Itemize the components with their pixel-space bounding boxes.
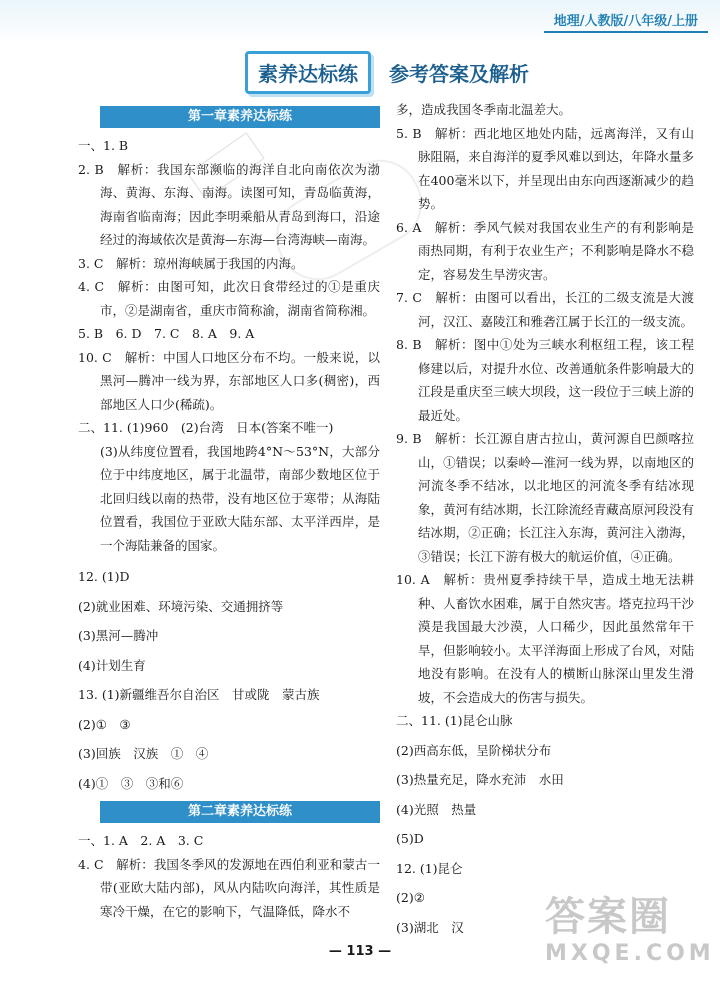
- ch2-answer-11-3: (3)热量充足，降水充沛 水田: [396, 772, 564, 787]
- right-column: [396, 98, 694, 945]
- title-boxed: 素养达标练: [245, 51, 371, 94]
- ch2-answer-12-2: (2)②: [396, 890, 425, 905]
- ch2-answer-11: 二、11. (1)昆仑山脉: [396, 713, 513, 728]
- ch2-answer-7: 7. C 解析：由图可以看出，长江的二级支流是大渡河，汉江、嘉陵江和雅砻江属于长江的一级支流。: [396, 290, 694, 329]
- ch2-answer-12: 12. (1)昆仑: [396, 860, 463, 876]
- watermark-small: MXQE.COM: [545, 941, 715, 966]
- ch2-answer-1-3: 一、1. A 2. A 3. C: [78, 833, 204, 848]
- answer-1: 一、1. B: [78, 138, 129, 153]
- answer-13-2: (2)① ③: [78, 716, 131, 732]
- ch2-answer-6: 6. A 解析：季风气候对我国农业生产的有利影响是雨热同期，有利于农业生产；不利影响是降水不稳定，容易发生旱涝灾害。: [396, 219, 694, 282]
- ch2-answer-11-5: (5)D: [396, 831, 424, 846]
- ch2-answer-9: 9. B 解析：长江源自唐古拉山，黄河源自巴颜喀拉山，①错误；以秦岭—淮河一线为界，以南地区的河流冬季不结冰，以北地区的河流冬季有结冰现象，黄河有结冰期，长江除流经青藏高原河段没有结冰期，②正确；长江注入东海，黄河注入渤海，③错误；长江下游有极大的航运价值，④正确。: [396, 431, 694, 564]
- ch2-answer-4-cont: 多，造成我国冬季南北温差大。: [396, 102, 572, 117]
- ch2-answer-8: 8. B 解析：图中①处为三峡水利枢纽工程，该工程修建以后，对提升水位、改善通航条件影响最大的江段是重庆至三峡大坝段，这一段位于三峡上游的最近处。: [396, 337, 694, 423]
- header-band: [0, 0, 720, 44]
- ch2-answer-11-2: (2)西高东低，呈阶梯状分布: [396, 742, 552, 758]
- answer-11-3: (3)从纬度位置看，我国地跨4°N～53°N，大部分位于中纬度地区，属于北温带，南部少数地区位于北回归线以南的热带，没有地区位于寒带；从海陆位置看，我国位于亚欧大陆东部、太平洋西岸，是一个海陆兼备的国家。: [100, 443, 380, 553]
- watermark-big: 答案圈: [545, 894, 671, 940]
- answer-5-9: 5. B 6. D 7. C 8. A 9. A: [78, 326, 255, 341]
- answer-10: 10. C 解析：中国人口地区分布不均。一般来说，以黑河—腾冲一线为界，东部地区人口多(稠密)，西部地区人口少(稀疏)。: [78, 349, 380, 412]
- ch2-answer-4: 4. C 解析：我国冬季风的发源地在西伯利亚和蒙古一带(亚欧大陆内部)，风从内陆吹向海洋，其性质是寒冷干燥，在它的影响下，气温降低，降水不: [78, 856, 380, 919]
- page-number: — 113 —: [328, 944, 392, 959]
- answer-4: 4. C 解析：由图可知，此次日食带经过的①是重庆市，②是湖南省，重庆市简称渝，湖南省简称湘。: [78, 279, 380, 318]
- chapter2-bar: 第二章素养达标练: [100, 801, 380, 823]
- ch2-answer-5: 5. B 解析：西北地区地处内陆，远离海洋，又有山脉阻隔，来自海洋的夏季风难以到达，年降水量多在400毫米以下，并呈现出由东向西逐渐减少的趋势。: [396, 125, 694, 211]
- answer-3: 3. C 解析：琼州海峡属于我国的内海。: [78, 255, 304, 271]
- ch2-answer-11-4: (4)光照 热量: [396, 801, 477, 817]
- answer-12-2: (2)就业困难、环境污染、交通拥挤等: [78, 598, 284, 614]
- book-tag: 地理/人教版/八年级/上册: [544, 8, 708, 33]
- ch2-answer-12-3: (3)湖北 汉: [396, 919, 464, 935]
- answer-12: 12. (1)D: [78, 569, 130, 584]
- chapter1-bar: 第一章素养达标练: [100, 106, 380, 128]
- page-title: [245, 52, 529, 92]
- answer-12-4: (4)计划生育: [78, 657, 146, 673]
- answer-2: 2. B 解析：我国东部濒临的海洋自北向南依次为渤海、黄海、东海、南海。读图可知，青岛临黄海，海南省临南海；因此李明乘船从青岛到海口，沿途经过的海域依次是黄海—东海—台湾海峡—南海。: [78, 161, 380, 247]
- answer-13: 13. (1)新疆维吾尔自治区 甘或陇 蒙古族: [78, 687, 320, 702]
- left-column: [78, 100, 380, 923]
- watermark-logo: [545, 893, 715, 983]
- answer-13-4: (4)① ③ ③和⑥: [78, 775, 184, 791]
- answer-13-3: (3)回族 汉族 ① ④: [78, 746, 209, 761]
- title-rest: 参考答案及解析: [389, 61, 529, 86]
- answer-12-3: (3)黑河—腾冲: [78, 628, 159, 643]
- ch2-answer-10: 10. A 解析：贵州夏季持续干旱，造成土地无法耕种、人畜饮水困难，属于自然灾害。塔克拉玛干沙漠是我国最大沙漠，人口稀少，因此虽然常年干旱，但影响较小。太平洋海面上形成了台风，对陆地没有影响。在没有人的横断山脉深山里发生滑坡，不会造成大的伤害与损失。: [396, 572, 694, 705]
- answer-11: 二、11. (1)960 (2)台湾 日本(答案不唯一): [78, 420, 334, 435]
